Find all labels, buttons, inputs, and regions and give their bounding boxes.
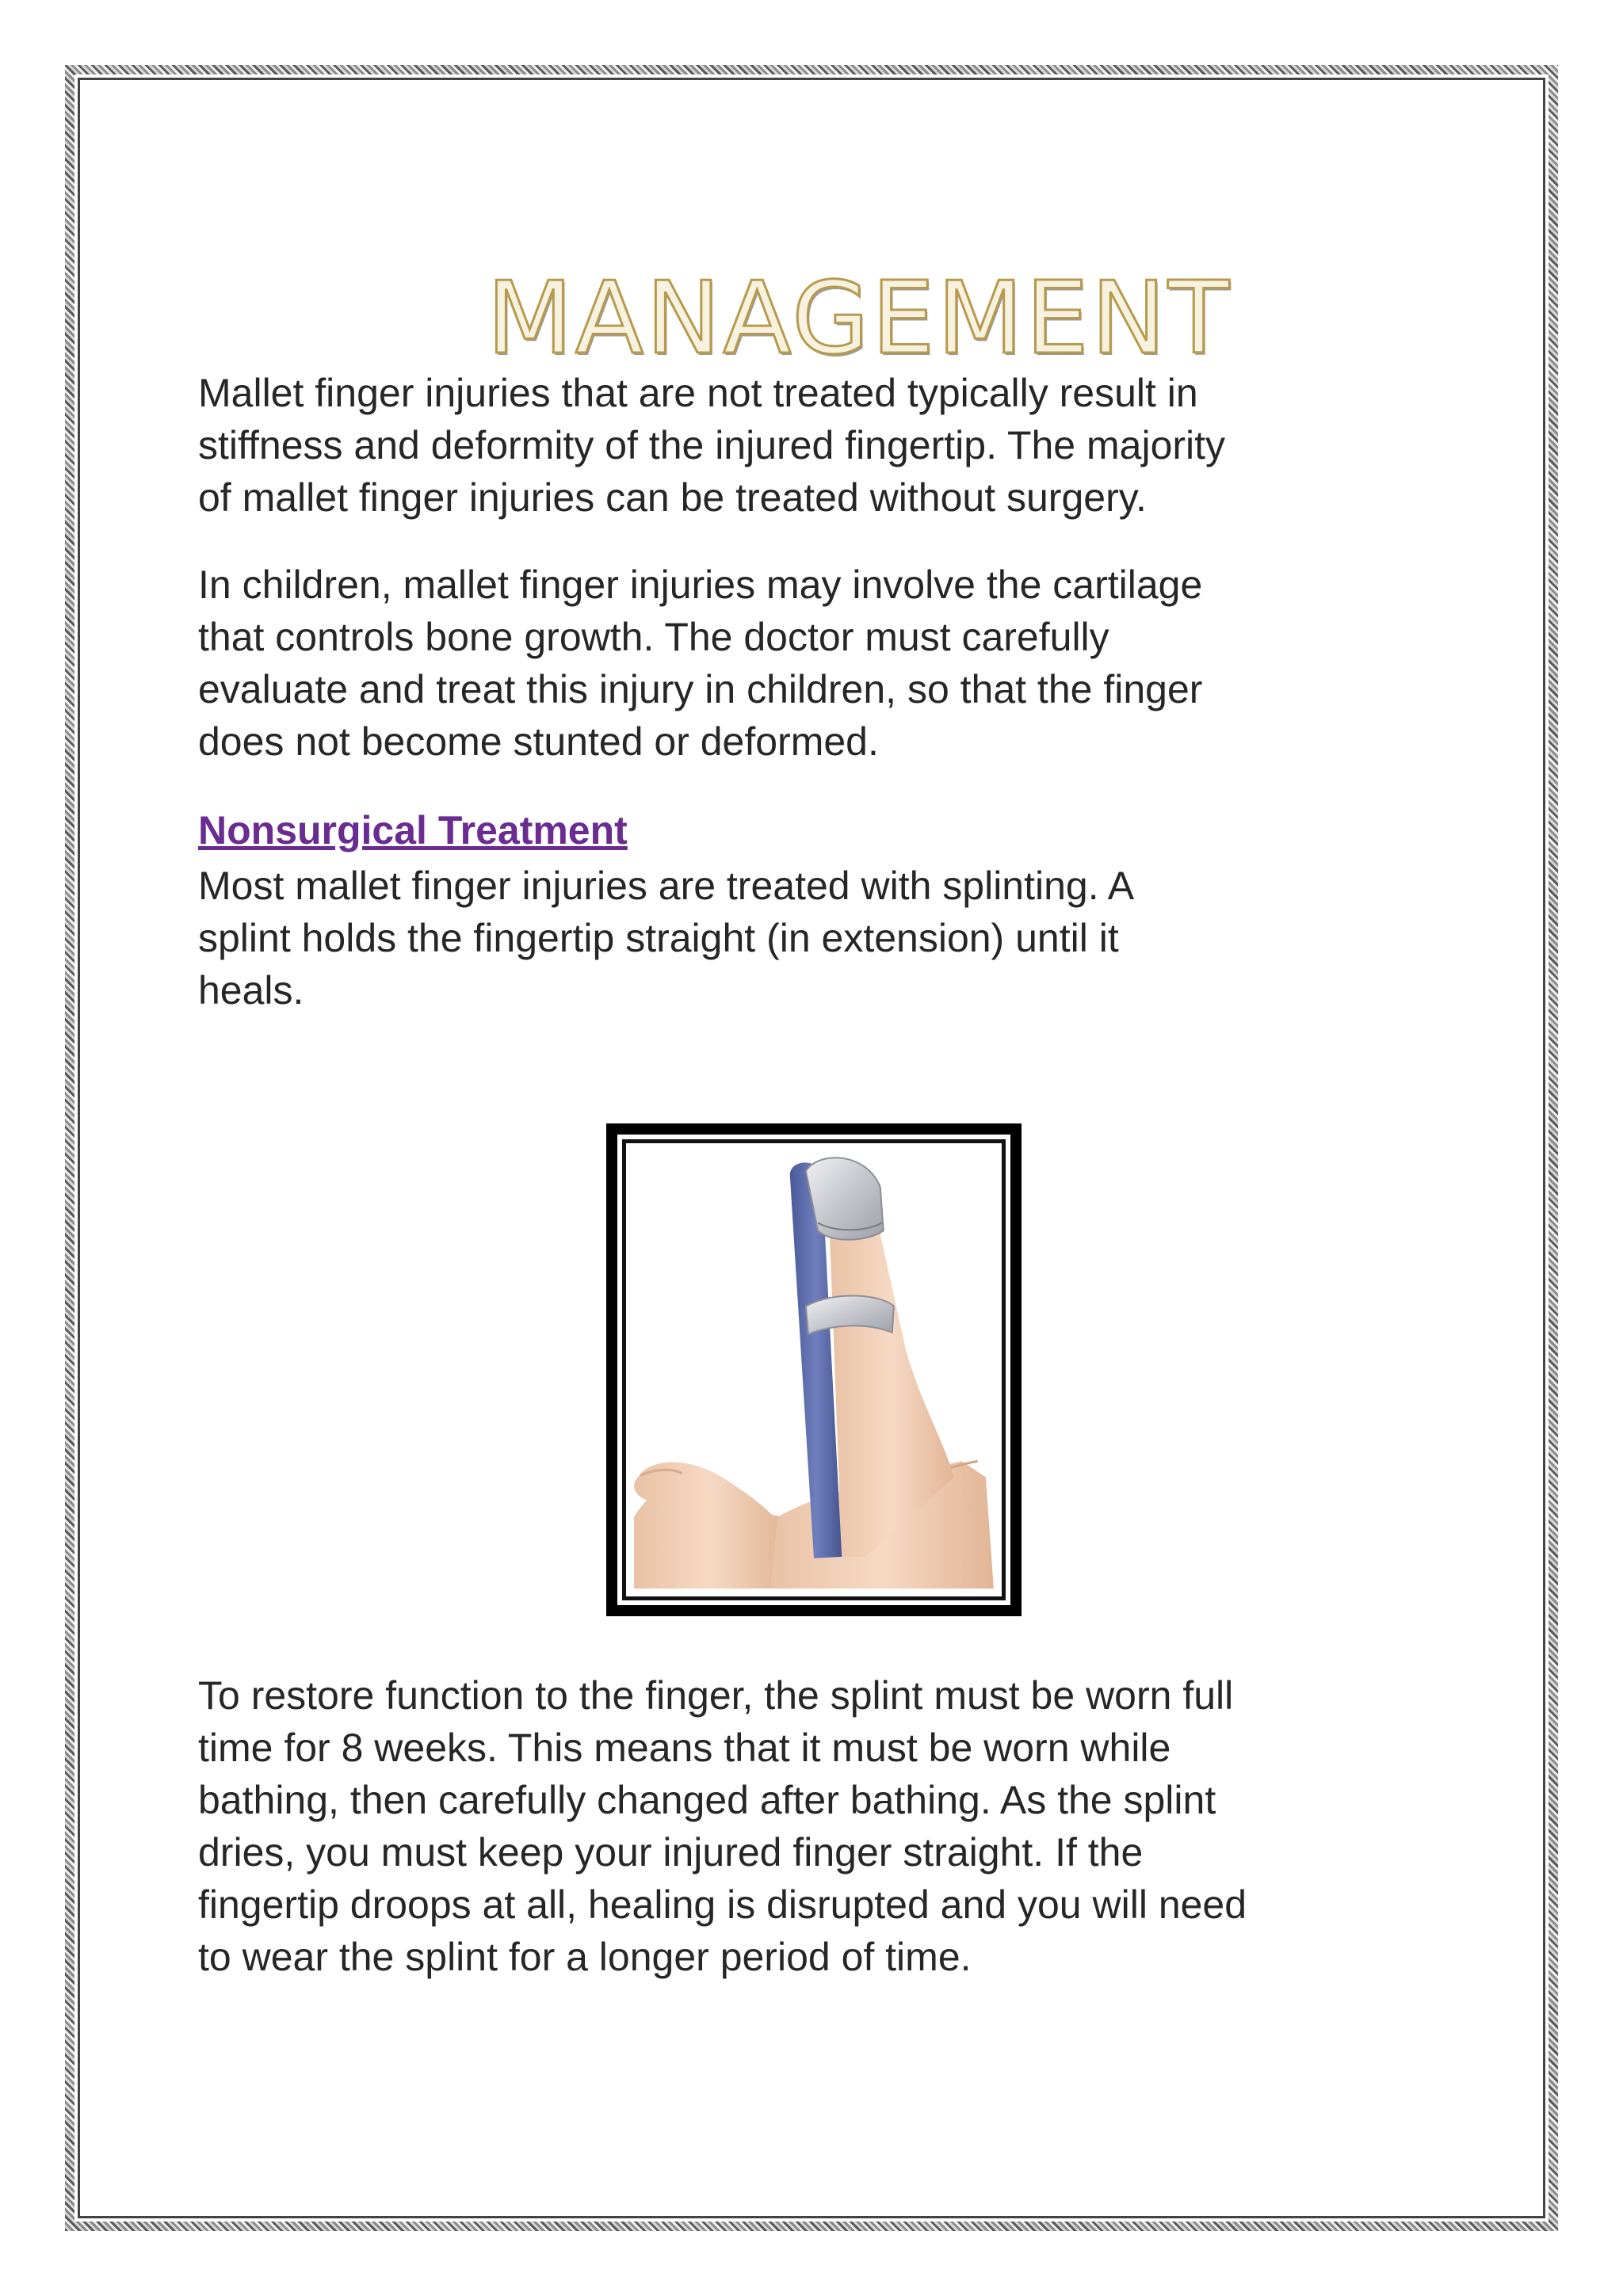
paragraph-splint-duration: To restore function to the finger, the splint must be worn full time for 8 weeks. This means that it must be worn while bathing, then carefully changed after bathing. As the splint dries, you must keep your injured finger straight. If the fingertip droops at all, healing is disrupted and you will need to wear the splint for a longer period of time. (198, 1673, 1247, 1979)
page-title: MANAGEMENT (487, 260, 1232, 377)
paragraph-untreated-injuries: Mallet finger injuries that are not treated typically result in stiffness and deformity of the injured fingertip. The majority of mallet finger injuries can be treated without surgery. (198, 371, 1226, 520)
paragraph-children: In children, mallet finger injuries may involve the cartilage that controls bone growth. The doctor must carefully evaluate and treat this injury in children, so that the finger does not become stunted or deformed. (198, 563, 1203, 764)
finger-splint-photo-icon (626, 1143, 1002, 1596)
subheading-nonsurgical-treatment: Nonsurgical Treatment (198, 808, 628, 852)
splint-photo-frame (606, 1123, 1022, 1616)
paragraph-splinting: Most mallet finger injuries are treated with splinting. A splint holds the fingertip straight (in extension) until it heals. (198, 864, 1135, 1013)
